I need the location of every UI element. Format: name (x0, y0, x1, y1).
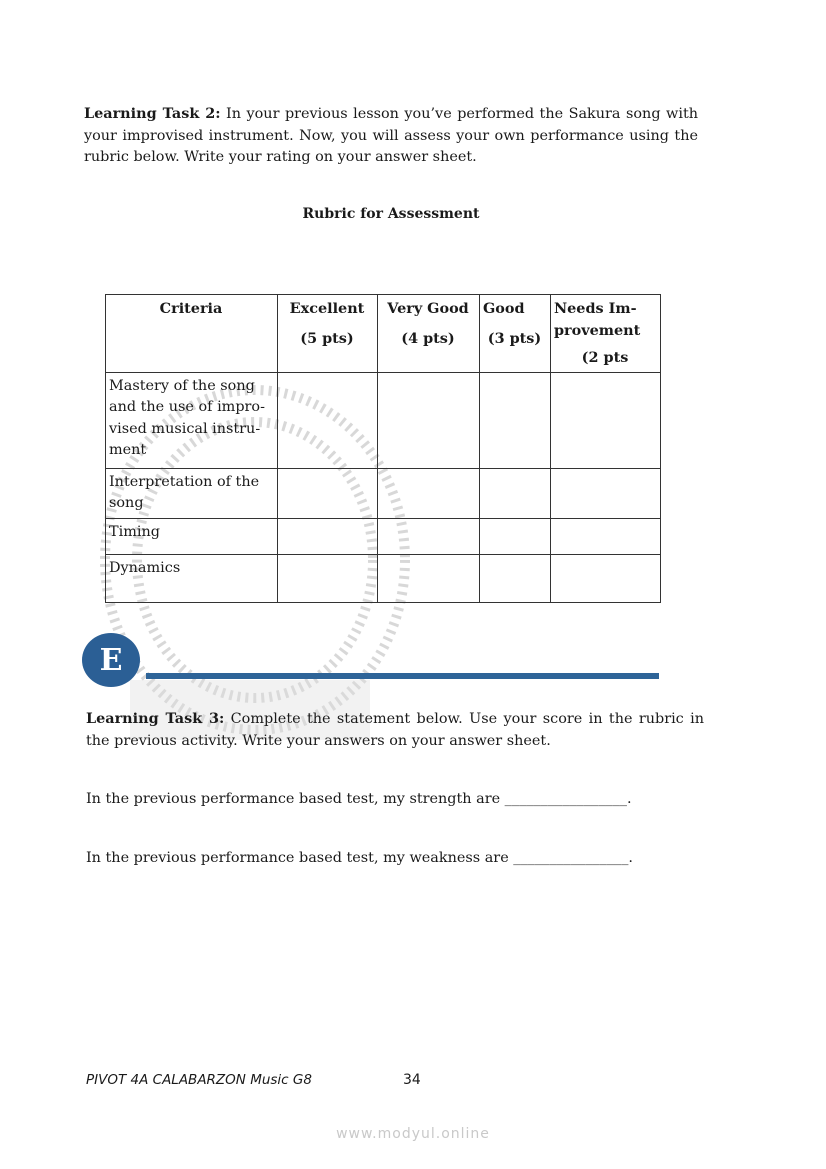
criteria-cell: Mastery of the song and the use of impro-vised musical instru-ment (106, 372, 278, 468)
criteria-cell: Interpretation of the song (106, 468, 278, 518)
section-divider-bar (146, 673, 659, 679)
rating-cell (480, 468, 551, 518)
table-row (106, 554, 661, 602)
learning-task-3-paragraph (86, 708, 704, 752)
page-number: 34 (403, 1072, 421, 1088)
learning-task-2-label: Learning Task 2: (84, 105, 221, 122)
rating-cell (480, 554, 551, 602)
rubric-title: Rubric for Assessment (302, 206, 480, 222)
table-row (106, 518, 661, 554)
footer-source: PIVOT 4A CALABARZON Music G8 (86, 1072, 312, 1088)
learning-task-3-text: Complete the statement below. Use your score in the rubric in the previous activity. Write your answers on your answer sheet. (86, 711, 704, 749)
learning-task-2-paragraph (84, 103, 698, 169)
rubric-table (105, 294, 661, 603)
rating-cell (278, 468, 378, 518)
learning-task-3-label: Learning Task 3: (86, 710, 225, 727)
rating-cell (378, 372, 480, 468)
rating-cell (480, 372, 551, 468)
header-excellent: Excellent (5 pts) (278, 295, 378, 373)
rubric-header-row (106, 295, 661, 373)
header-good: Good (3 pts) (480, 295, 551, 373)
rating-cell (278, 372, 378, 468)
rating-cell (480, 518, 551, 554)
header-very-good: Very Good (4 pts) (378, 295, 480, 373)
table-row (106, 372, 661, 468)
rating-cell (278, 554, 378, 602)
strength-statement: In the previous performance based test, my strength are _________________. (86, 791, 632, 807)
header-criteria: Criteria (106, 295, 278, 373)
rating-cell (378, 518, 480, 554)
rating-cell (378, 468, 480, 518)
site-watermark: www.modyul.online (336, 1126, 490, 1142)
rating-cell (551, 554, 661, 602)
weakness-statement: In the previous performance based test, my weakness are ________________. (86, 850, 633, 866)
table-row (106, 468, 661, 518)
criteria-cell: Timing (106, 518, 278, 554)
rating-cell (551, 468, 661, 518)
section-e-badge: E (82, 633, 140, 687)
rating-cell (278, 518, 378, 554)
rating-cell (378, 554, 480, 602)
learning-task-2-text: In your previous lesson you’ve performed the Sakura song with your improvised instrument. Now, you will assess your own performance using the rubric below. Write your rating on your answer sheet. (84, 106, 698, 165)
rating-cell (551, 372, 661, 468)
criteria-cell: Dynamics (106, 554, 278, 602)
header-needs-improvement: Needs Im-provement (2 pts (551, 295, 661, 373)
rating-cell (551, 518, 661, 554)
